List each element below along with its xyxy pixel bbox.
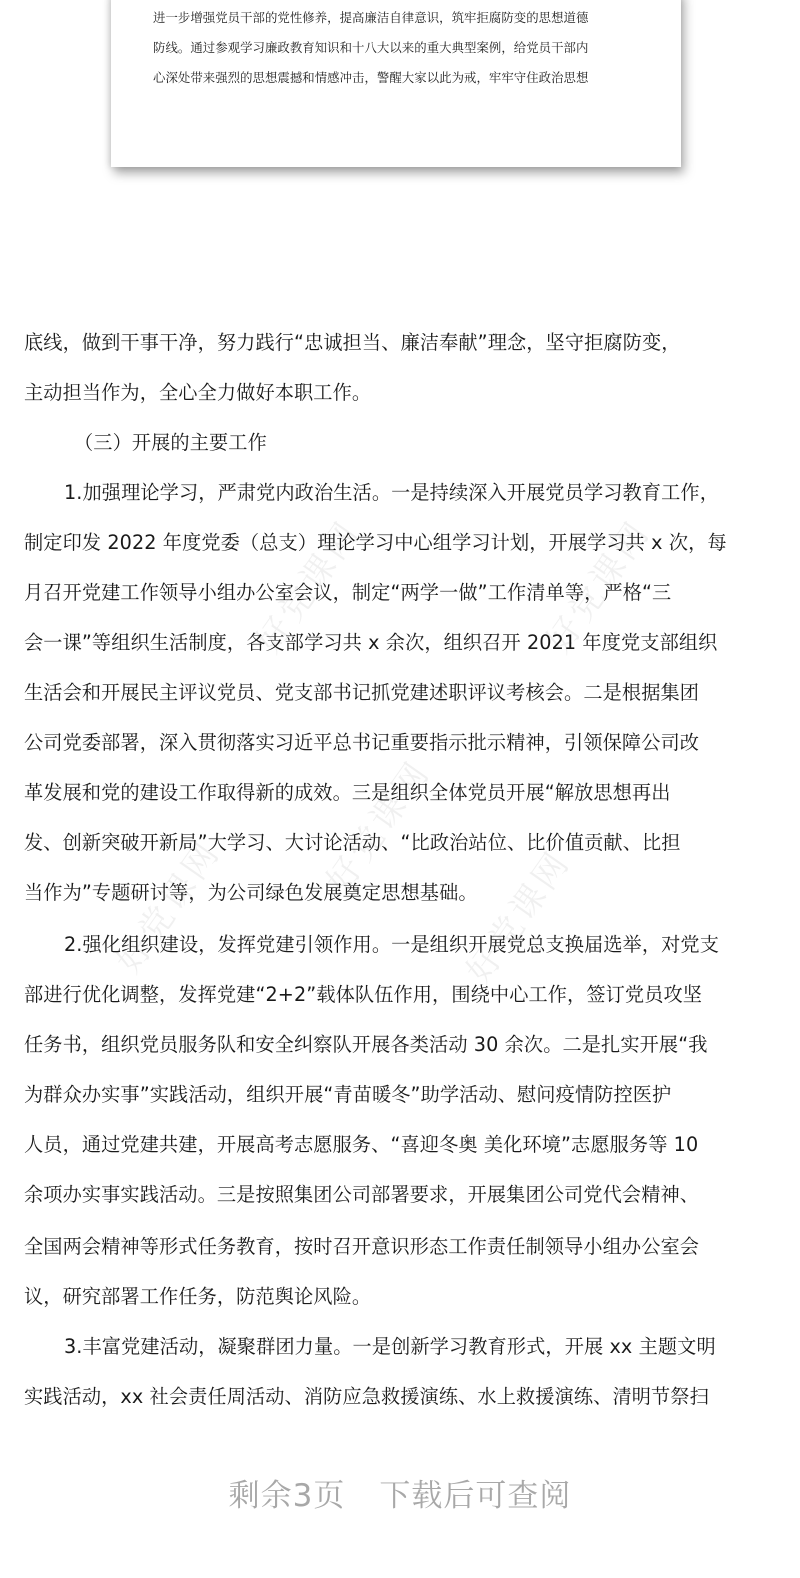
paragraph-line: 余项办实事实践活动。三是按照集团公司部署要求，开展集团公司党代会精神、: [24, 1183, 700, 1206]
paragraph-line: 1.加强理论学习，严肃党内政治生活。一是持续深入开展党员学习教育工作，: [64, 481, 719, 504]
remaining-pages-label: 剩余3页: [228, 1478, 346, 1514]
card-line: 心深处带来强烈的思想震撼和情感冲击，警醒大家以此为戒，牢牢守住政治思想: [153, 70, 589, 85]
watermark: 好党课网: [318, 752, 439, 901]
paragraph-line: 人员，通过党建共建，开展高考志愿服务、“喜迎冬奥 美化环境”志愿服务等 10: [24, 1133, 699, 1156]
paragraph-line: 2.强化组织建设，发挥党建引领作用。一是组织开展党总支换届选举，对党支: [64, 933, 719, 956]
paragraph-line: 全国两会精神等形式任务教育，按时召开意识形态工作责任制领导小组办公室会: [24, 1235, 700, 1258]
paragraph-line: 制定印发 2022 年度党委（总支）理论学习中心组学习计划，开展学习共 x 次，每: [24, 531, 727, 554]
paragraph-line: 议，研究部署工作任务，防范舆论风险。: [24, 1285, 372, 1308]
watermark: 好党课网: [248, 512, 369, 661]
paragraph-line: 任务书，组织党员服务队和安全纠察队开展各类活动 30 余次。二是扎实开展“我: [24, 1033, 708, 1056]
download-hint-label: 下载后可查阅: [379, 1478, 572, 1514]
paragraph-line: 革发展和党的建设工作取得新的成效。三是组织全体党员开展“解放思想再出: [24, 781, 671, 804]
paragraph-line: 3.丰富党建活动，凝聚群团力量。一是创新学习教育形式，开展 xx 主题文明: [64, 1335, 716, 1358]
paragraph-line: 部进行优化调整，发挥党建“2+2”载体队伍作用，围绕中心工作，签订党员攻坚: [24, 983, 703, 1006]
paragraph-line: 发、创新突破开新局”大学习、大讨论活动、“比政治站位、比价值贡献、比担: [24, 831, 681, 854]
paragraph-line: 月召开党建工作领导小组办公室会议，制定“两学一做”工作清单等，严格“三: [24, 581, 672, 604]
watermark: 好党课网: [538, 512, 659, 661]
watermark: 好党课网: [458, 842, 579, 991]
paragraph-line: 当作为”专题研讨等，为公司绿色发展奠定思想基础。: [24, 881, 478, 904]
section-heading: （三）开展的主要工作: [74, 431, 267, 454]
preview-page-card: [111, 0, 681, 167]
watermark: 好党课网: [108, 832, 229, 981]
card-line: 防线。通过参观学习廉政教育知识和十八大以来的重大典型案例，给党员干部内: [153, 40, 589, 55]
paragraph-line: 底线，做到干事干净，努力践行“忠诚担当、廉洁奉献”理念，坚守拒腐防变，: [24, 331, 681, 354]
paragraph-line: 为群众办实事”实践活动，组织开展“青苗暖冬”助学活动、慰问疫情防控医护: [24, 1083, 672, 1106]
paragraph-line: 主动担当作为，全心全力做好本职工作。: [24, 381, 372, 404]
paragraph-line: 生活会和开展民主评议党员、党支部书记抓党建述职评议考核会。二是根据集团: [24, 681, 700, 704]
remaining-pages-notice[interactable]: [0, 1470, 800, 1515]
paragraph-line: 会一课”等组织生活制度，各支部学习共 x 余次，组织召开 2021 年度党支部组织: [24, 631, 718, 654]
card-line: 进一步增强党员干部的党性修养，提高廉洁自律意识，筑牢拒腐防变的思想道德: [153, 10, 589, 25]
paragraph-line: 实践活动，xx 社会责任周活动、消防应急救援演练、水上救援演练、清明节祭扫: [24, 1385, 709, 1408]
paragraph-line: 公司党委部署，深入贯彻落实习近平总书记重要指示批示精神，引领保障公司改: [24, 731, 700, 754]
